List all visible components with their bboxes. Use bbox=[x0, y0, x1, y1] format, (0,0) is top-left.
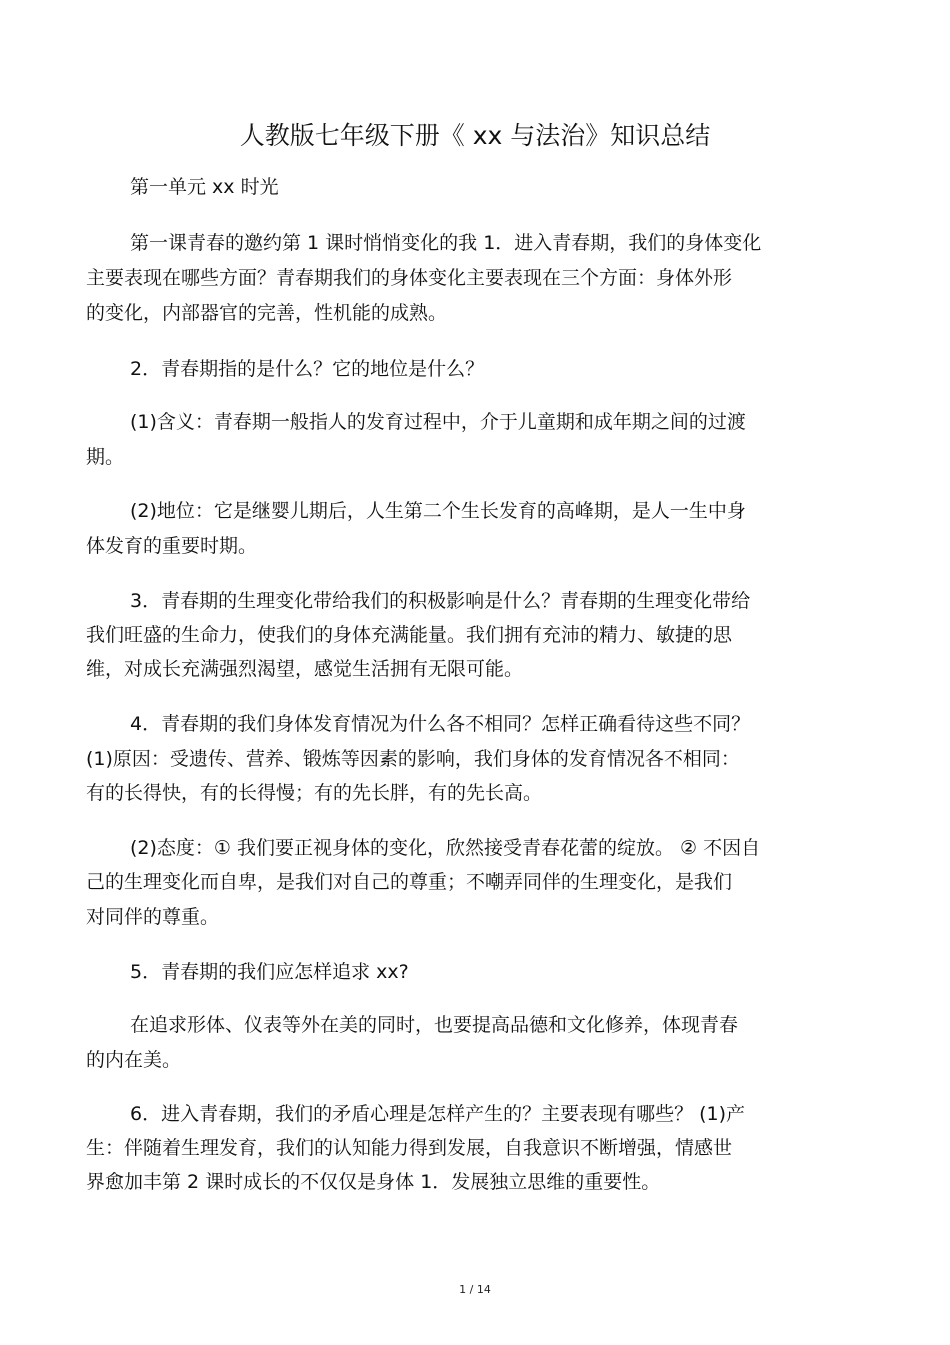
page-number: 1 / 14 bbox=[459, 1283, 491, 1296]
paragraph-line: (2)态度：① 我们要正视身体的变化，欣然接受青春花蕾的绽放。 ② 不因自 bbox=[130, 837, 761, 859]
paragraph-line: 己的生理变化而自卑，是我们对自己的尊重；不嘲弄同伴的生理变化，是我们 bbox=[86, 871, 733, 893]
paragraph-line: 3．青春期的生理变化带给我们的积极影响是什么？青春期的生理变化带给 bbox=[130, 590, 751, 612]
paragraph-line: 的内在美。 bbox=[86, 1049, 182, 1071]
document-title: 人教版七年级下册《 xx 与法治》知识总结 bbox=[239, 121, 711, 150]
paragraph-line: 我们旺盛的生命力，使我们的身体充满能量。我们拥有充沛的精力、敏捷的思 bbox=[86, 624, 733, 646]
paragraph-line: 维，对成长充满强烈渴望，感觉生活拥有无限可能。 bbox=[86, 658, 524, 680]
paragraph-line: 的变化，内部器官的完善，性机能的成熟。 bbox=[86, 302, 448, 324]
paragraph-line: 体发育的重要时期。 bbox=[86, 535, 258, 557]
paragraph-line: 期。 bbox=[86, 446, 125, 468]
paragraph-line: 6．进入青春期，我们的矛盾心理是怎样产生的？主要表现有哪些？ (1)产 bbox=[130, 1103, 746, 1125]
paragraph-line: 对同伴的尊重。 bbox=[86, 906, 220, 928]
paragraph-line: (2)地位：它是继婴儿期后，人生第二个生长发育的高峰期，是人一生中身 bbox=[130, 500, 746, 522]
paragraph-line: 第一课青春的邀约第 1 课时悄悄变化的我 1．进入青春期，我们的身体变化 bbox=[130, 232, 762, 254]
paragraph-line: (1)含义：青春期一般指人的发育过程中，介于儿童期和成年期之间的过渡 bbox=[130, 411, 746, 433]
unit-heading: 第一单元 xx 时光 bbox=[130, 176, 279, 198]
paragraph-line: 界愈加丰第 2 课时成长的不仅仅是身体 1．发展独立思维的重要性。 bbox=[86, 1171, 661, 1193]
paragraph-line: 生：伴随着生理发育，我们的认知能力得到发展，自我意识不断增强，情感世 bbox=[86, 1137, 733, 1159]
paragraph-line: 主要表现在哪些方面？青春期我们的身体变化主要表现在三个方面：身体外形 bbox=[86, 267, 733, 289]
paragraph-line: 2．青春期指的是什么？它的地位是什么？ bbox=[130, 358, 485, 380]
paragraph-line: 5．青春期的我们应怎样追求 xx? bbox=[130, 961, 409, 983]
paragraph-line: 有的长得快，有的长得慢；有的先长胖，有的先长高。 bbox=[86, 782, 543, 804]
paragraph-line: 4．青春期的我们身体发育情况为什么各不相同？怎样正确看待这些不同？ bbox=[130, 713, 751, 735]
paragraph-line: (1)原因：受遗传、营养、锻炼等因素的影响，我们身体的发育情况各不相同： bbox=[86, 748, 740, 770]
paragraph-line: 在追求形体、仪表等外在美的同时，也要提高品德和文化修养，体现青春 bbox=[130, 1014, 739, 1036]
